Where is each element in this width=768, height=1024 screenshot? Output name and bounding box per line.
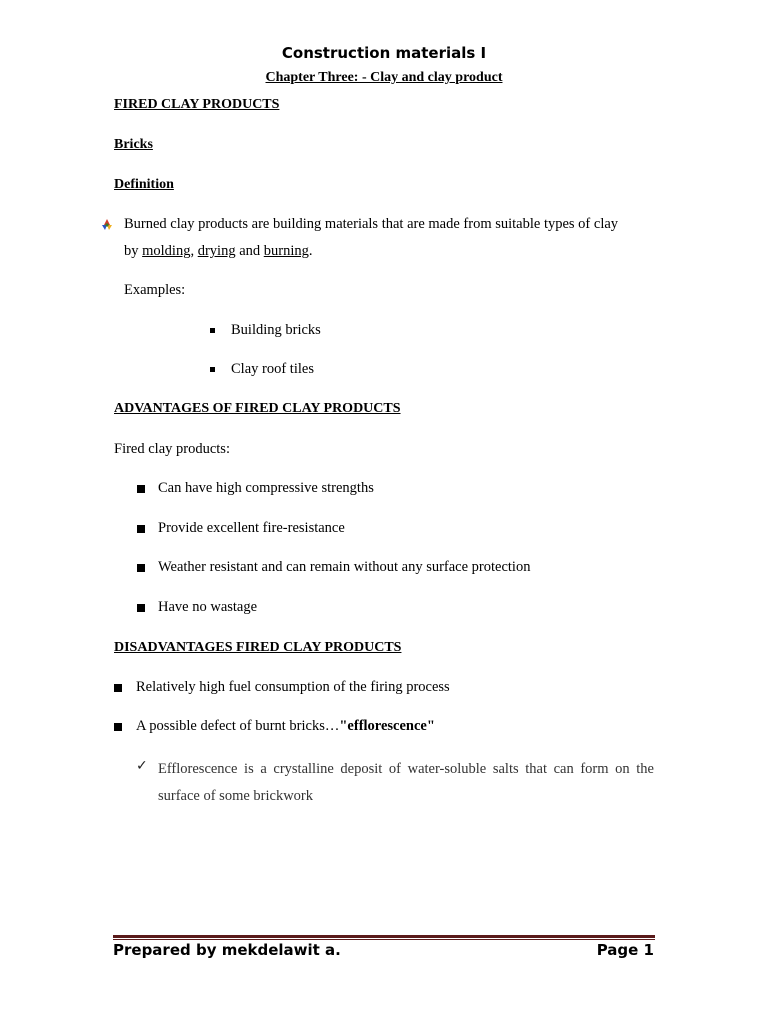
square-bullet-icon	[210, 328, 215, 333]
disadvantage-item: Relatively high fuel consumption of the firing process	[136, 679, 450, 695]
example-item: Building bricks	[231, 322, 321, 338]
heading-definition: Definition	[114, 177, 174, 192]
chapter-title: Chapter Three: - Clay and clay product	[265, 70, 503, 85]
square-bullet-icon	[137, 564, 145, 572]
advantage-item: Have no wastage	[158, 599, 258, 615]
examples-label: Examples:	[124, 282, 186, 298]
definition-text-line2	[124, 243, 313, 260]
checkmark-icon: ✓	[136, 758, 148, 774]
advantage-item: Weather resistant and can remain without any surface protection	[158, 559, 531, 575]
square-bullet-icon	[137, 604, 145, 612]
heading-fired-clay: FIRED CLAY PRODUCTS	[114, 97, 280, 112]
heading-advantages: ADVANTAGES OF FIRED CLAY PRODUCTS	[114, 401, 401, 416]
heading-bricks: Bricks	[114, 137, 153, 152]
term-drying: drying	[197, 243, 236, 259]
footer-prepared-by: Prepared by mekdelawit a.	[113, 941, 341, 959]
efflorescence-term: "efflorescence"	[339, 718, 435, 734]
square-bullet-icon	[137, 485, 145, 493]
square-bullet-icon	[210, 367, 215, 372]
term-burning: burning	[263, 243, 309, 259]
definition-and: and	[235, 243, 264, 259]
square-bullet-icon	[114, 723, 122, 731]
definition-by: by	[124, 243, 143, 259]
advantage-item: Provide excellent fire-resistance	[158, 520, 345, 536]
definition-comma: ,	[190, 243, 198, 259]
disadvantage-text: A possible defect of burnt bricks…	[136, 718, 340, 734]
square-bullet-icon	[137, 525, 145, 533]
colorful-bullet-icon	[100, 218, 114, 232]
document-title: Construction materials I	[281, 44, 487, 62]
disadvantage-item	[136, 718, 435, 735]
term-molding: molding	[142, 243, 191, 259]
advantage-item: Can have high compressive strengths	[158, 480, 374, 496]
definition-period: .	[308, 243, 313, 259]
advantages-intro: Fired clay products:	[114, 441, 230, 457]
footer-rule	[113, 935, 655, 938]
footer-page-number: Page 1	[596, 941, 654, 959]
example-item: Clay roof tiles	[231, 361, 314, 377]
definition-text-line1: Burned clay products are building materials that are made from suitable types of clay	[124, 216, 619, 232]
footer-rule-thin	[113, 939, 655, 940]
heading-disadvantages: DISADVANTAGES FIRED CLAY PRODUCTS	[114, 640, 402, 655]
efflorescence-definition: Efflorescence is a crystalline deposit of water-soluble salts that can form on the surface of some brickwork	[158, 761, 654, 804]
square-bullet-icon	[114, 684, 122, 692]
